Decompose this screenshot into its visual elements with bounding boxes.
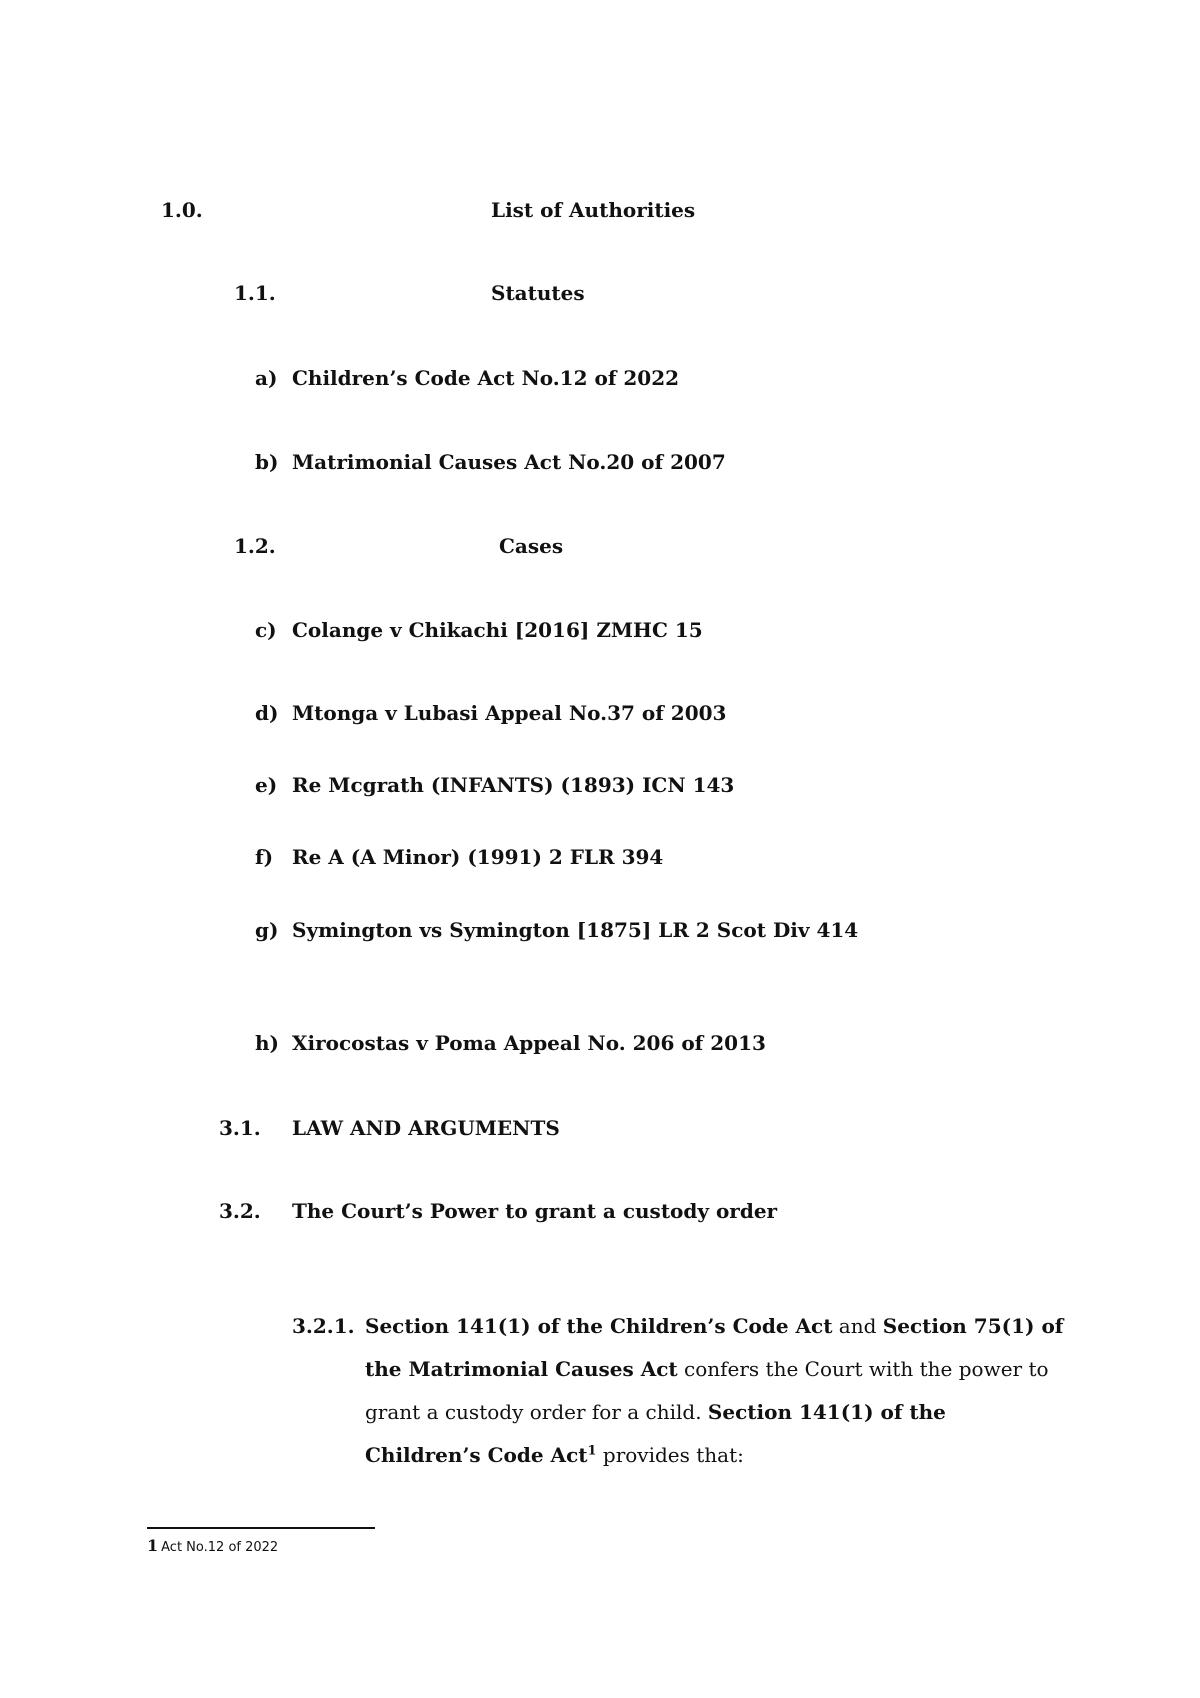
subsection-number: 1.1. (234, 281, 276, 305)
paragraph-number: 3.2.1. (292, 1314, 355, 1338)
section-number: 3.1. (219, 1116, 261, 1140)
list-item: Colange v Chikachi [2016] ZMHC 15 (292, 618, 703, 642)
list-item-marker: b) (255, 450, 279, 474)
list-item-marker: h) (255, 1031, 280, 1055)
statute-reference: Section 141(1) of the Children’s Code Act (365, 1400, 946, 1467)
section-number: 1.0. (161, 198, 203, 222)
subsection-number: 1.2. (234, 534, 276, 558)
footnote (147, 1538, 278, 1556)
list-item-marker: g) (255, 918, 279, 942)
paragraph-text: confers the Court with the power to grant a custody order for a child. (365, 1357, 1049, 1424)
section-title-law-and-arguments: LAW AND ARGUMENTS (292, 1116, 560, 1140)
list-item-marker: c) (255, 618, 277, 642)
subsection-title-cases: Cases (499, 534, 564, 558)
list-item-marker: d) (255, 701, 279, 725)
list-item-marker: f) (255, 845, 274, 869)
list-item: Re Mcgrath (INFANTS) (1893) ICN 143 (292, 773, 735, 797)
list-item: Symington vs Symington [1875] LR 2 Scot Div 414 (292, 918, 859, 942)
footnote-reference[interactable]: 1 (587, 1443, 597, 1459)
body-paragraph (365, 1305, 1065, 1477)
list-item-marker: e) (255, 773, 278, 797)
paragraph-text: provides that: (596, 1443, 744, 1467)
list-item: Re A (A Minor) (1991) 2 FLR 394 (292, 845, 664, 869)
subsection-title-statutes: Statutes (491, 281, 585, 305)
list-item: Matrimonial Causes Act No.20 of 2007 (292, 450, 726, 474)
statute-reference: Section 141(1) of the Children’s Code Act (365, 1314, 833, 1338)
list-item-marker: a) (255, 366, 278, 390)
footnote-number: 1 (147, 1536, 159, 1555)
paragraph-text: and (832, 1314, 883, 1338)
page-title: List of Authorities (491, 198, 696, 222)
list-item: Children’s Code Act No.12 of 2022 (292, 366, 680, 390)
footnote-text: Act No.12 of 2022 (161, 1540, 279, 1555)
statute-reference: Section 75(1) of the Matrimonial Causes Act (365, 1314, 1064, 1381)
list-item: Mtonga v Lubasi Appeal No.37 of 2003 (292, 701, 727, 725)
section-title-court-power: The Court’s Power to grant a custody order (292, 1199, 778, 1223)
footnote-separator (147, 1527, 375, 1529)
section-number: 3.2. (219, 1199, 261, 1223)
list-item: Xirocostas v Poma Appeal No. 206 of 2013 (292, 1031, 766, 1055)
